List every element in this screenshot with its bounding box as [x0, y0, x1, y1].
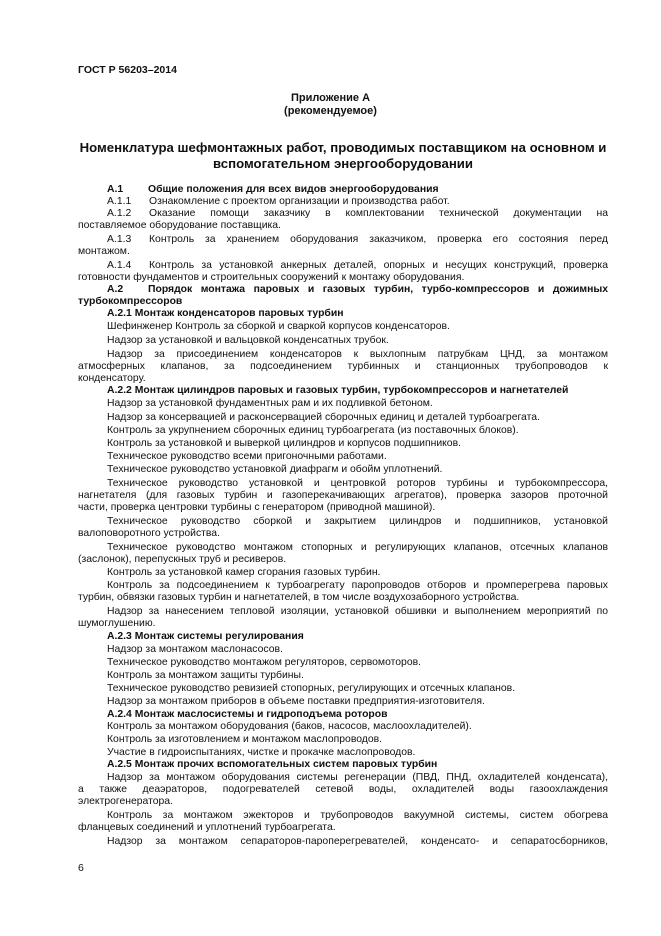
text-line: шумоглушению. [78, 618, 156, 629]
subsection-heading: А.2.5 Монтаж прочих вспомогательных систем паровых турбин [107, 759, 438, 770]
page-number: 6 [78, 862, 84, 874]
clause-text: Контроль за установкой анкерных деталей, опорных и несущих конструкций, проверка [149, 260, 608, 271]
main-title-line: Номенклатура шефмонтажных работ, проводимых поставщиком на основном и [79, 140, 607, 155]
text-line: Надзор за монтажом оборудования системы регенерации (ПВД, ПНД, охладителей конденсата), [107, 772, 608, 783]
text-line: а также деаэраторов, подогревателей сетевой воды, охладителей воды газоохлаждения [78, 784, 608, 795]
text-line: Техническое руководство установкой и центровкой роторов турбины и турбокомпрессора, [107, 478, 608, 489]
subsection-heading: А.2.3 Монтаж системы регулирования [107, 631, 304, 642]
clause-number: А.1 [107, 184, 124, 195]
clause-line: поставляемое оборудование поставщика. [78, 220, 281, 231]
section-heading [107, 184, 608, 196]
clause-line [107, 234, 608, 246]
text-line: фланцевых соединений и уплотнений турбоагрегата. [78, 822, 336, 833]
text-line: части, проверка центровки турбины с генератором (приводной машиной). [78, 502, 436, 513]
section-heading [107, 284, 608, 296]
clause-line [107, 208, 608, 220]
text-line: (заслонок), перепускных труб и ресиверов. [78, 554, 287, 565]
text-line: Техническое руководство монтажом стопорных и регулирующих клапанов, отсечных клапанов [107, 542, 608, 553]
clause-line [107, 260, 608, 272]
clause-number: А.1.2 [107, 208, 132, 219]
clause-line: монтажом. [78, 246, 130, 257]
subsection-heading: А.2.2 Монтаж цилиндров паровых и газовых турбин, турбокомпрессоров и нагнетателей [107, 385, 569, 396]
clause-text: Общие положения для всех видов энергооборудования [148, 184, 439, 195]
text-line: Надзор за монтажом маслонасосов. [107, 644, 283, 655]
clause-text: Порядок монтажа паровых и газовых турбин, турбо-компрессоров и дожимных [148, 284, 608, 295]
clause-line: готовности фундаментов и строительных сооружений к монтажу оборудования. [78, 272, 465, 283]
text-line: атмосферных клапанов, за подсоединением турбинных и станционных трубопроводов к [78, 361, 608, 372]
text-line: Надзор за нанесением тепловой изоляции, установкой обшивки и выполнением мероприятий по [107, 606, 608, 617]
text-line: Контроль за укрупнением сборочных единиц турбоагрегата (из поставочных блоков). [107, 425, 519, 436]
text-line: Контроль за монтажом оборудования (баков, насосов, маслоохладителей). [107, 721, 472, 732]
text-line: Техническое руководство установкой диафрагм и обойм уплотнений. [107, 464, 443, 475]
subsection-heading: А.2.1 Монтаж конденсаторов паровых турбин [107, 308, 344, 319]
text-line: Надзор за присоединением конденсаторов к выхлопным патрубкам ЦНД, за монтажом [107, 349, 608, 360]
appendix-subtitle: (рекомендуемое) [284, 105, 377, 117]
clause-number: А.1.4 [107, 260, 132, 271]
text-line: Контроль за монтажом защиты турбины. [107, 670, 304, 681]
clause-number: А.2 [107, 284, 124, 295]
text-line: Контроль за установкой и выверкой цилиндров и корпусов подшипников. [107, 438, 461, 449]
text-line: Участие в гидроиспытаниях, чистке и прокачке маслопроводов. [107, 747, 416, 758]
clause-number: А.1.3 [107, 234, 132, 245]
clause-text: Контроль за хранением оборудования заказчиком, проверка его состояния перед [149, 234, 608, 245]
text-line: нагнетателя (для газовых турбин и газоперекачивающих агрегатов), проверка зазоров проточной [78, 490, 608, 501]
clause-text: Ознакомление с проектом организации и производства работ. [149, 196, 450, 207]
text-line: электрогенератора. [78, 796, 173, 807]
text-line: Контроль за изготовлением и монтажом маслопроводов. [107, 734, 383, 745]
clause-text: Оказание помощи заказчику в комплектовании технической документации на [149, 208, 608, 219]
text-line: Надзор за установкой фундаментных рам и их подливкой бетоном. [107, 398, 433, 409]
text-line: Техническое руководство монтажом регуляторов, сервомоторов. [107, 657, 422, 668]
document-id: ГОСТ Р 56203–2014 [78, 64, 177, 76]
text-line: Надзор за монтажом приборов в объеме поставки предприятия-изготовителя. [107, 696, 485, 707]
text-line: Техническое руководство сборкой и закрытием цилиндров и подшипников, установкой [107, 516, 608, 527]
text-line: Техническое руководство всеми пригоночными работами. [107, 451, 387, 462]
main-title [78, 140, 608, 172]
text-line: конденсатору. [78, 373, 146, 384]
text-line: валоповоротного устройства. [78, 528, 220, 539]
text-line: Надзор за монтажом сепараторов-пароперегревателей, конденсато- и сепаратосборников, [107, 836, 608, 847]
text-line: турбин, обвязки газовых турбин и нагнетателей, в том числе воздухозаборного устройства. [78, 592, 520, 603]
text-line: Контроль за монтажом эжекторов и трубопроводов вакуумной системы, систем обогрева [107, 810, 608, 821]
section-heading: турбокомпрессоров [78, 296, 183, 307]
text-line: Надзор за консервацией и расконсервацией сборочных единиц и деталей турбоагрегата. [107, 412, 540, 423]
appendix-title: Приложение А [290, 92, 371, 104]
text-line: Контроль за подсоединением к турбоагрегату паропроводов отборов и промперегрева паровых [107, 580, 608, 591]
clause-line [107, 196, 608, 208]
text-line: Контроль за установкой камер сгорания газовых турбин. [107, 567, 381, 578]
subsection-heading: А.2.4 Монтаж маслосистемы и гидроподъема роторов [107, 709, 388, 720]
clause-number: А.1.1 [107, 196, 132, 207]
main-title-line: вспомогательном энергооборудовании [213, 156, 473, 171]
text-line: Шефинженер Контроль за сборкой и сваркой корпусов конденсаторов. [107, 321, 450, 332]
text-line: Надзор за установкой и вальцовкой конденсатных трубок. [107, 335, 389, 346]
text-line: Техническое руководство ревизией стопорных, регулирующих и отсечных клапанов. [107, 683, 516, 694]
